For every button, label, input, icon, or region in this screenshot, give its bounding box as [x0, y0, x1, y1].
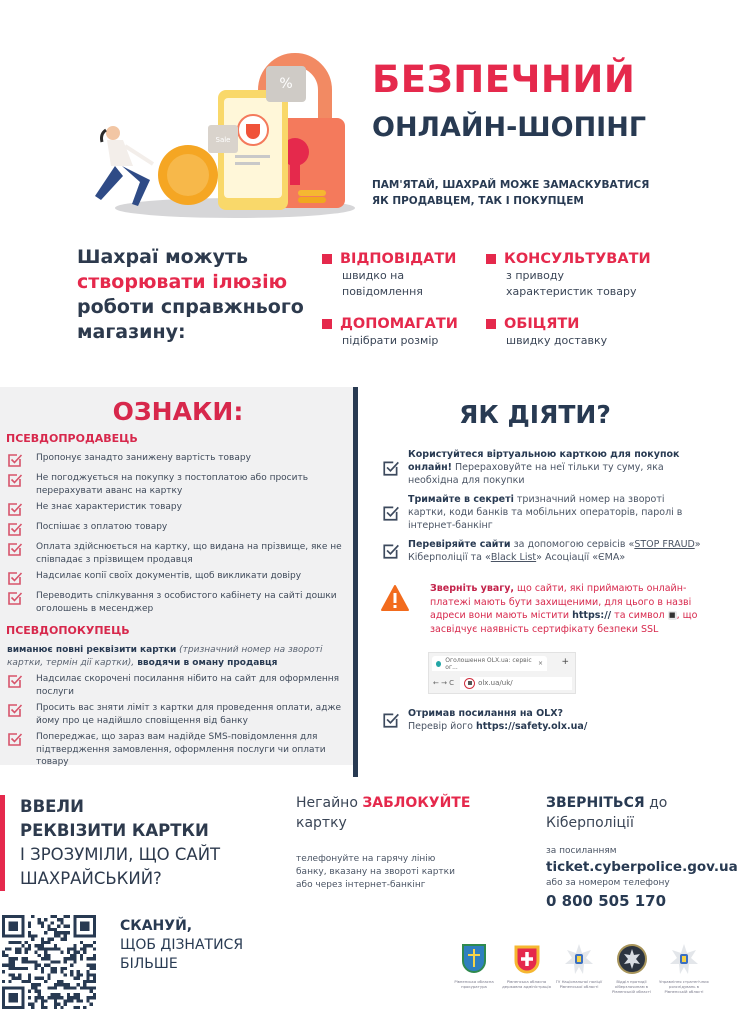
sign-item: Надсилає скорочені посилання нібито на сайт для оформлення послуги — [0, 673, 345, 698]
checkbox-check-icon — [7, 472, 23, 488]
svg-text:Sale: Sale — [215, 136, 231, 144]
checkbox-check-icon — [382, 459, 400, 477]
bullet-square-icon — [322, 254, 332, 264]
buyer-note: виманює повні реквізити картки (тризначний номер на звороті картки, термін дії картки), вводячи в оману продавця — [7, 645, 323, 668]
entered-card-details-heading: ВВЕЛИ РЕКВІЗИТИ КАРТКИ І ЗРОЗУМІЛИ, ЩО САЙТ ШАХРАЙСЬКИЙ? — [20, 797, 221, 888]
block-card-heading: Негайно ЗАБЛОКУЙТЕ картку — [296, 795, 471, 831]
nav-buttons-icon: ← → C — [433, 679, 455, 687]
police-star-icon — [669, 943, 699, 975]
tagline: ПАМ'ЯТАЙ, ШАХРАЙ МОЖЕ ЗАМАСКУВАТИСЯ ЯК ПРОДАВЦЕМ, ТАК І ПОКУПЦЕМ — [372, 179, 650, 207]
black-list-link[interactable]: Black List — [490, 552, 537, 563]
sign-item: Пропонує занадто занижену вартість товару — [0, 452, 345, 468]
logo-strategic-investigations: Управління стратегічних розслідувань в Рівненській області — [658, 943, 710, 994]
scan-prompt: СКАНУЙ, ЩОБ ДІЗНАТИСЯ БІЛЬШЕ — [120, 918, 244, 972]
sign-item: Не знає характеристик товару — [0, 501, 345, 517]
checkbox-check-icon — [382, 504, 400, 522]
actions-list — [382, 448, 702, 570]
title-main: БЕЗПЕЧНИЙ — [372, 58, 636, 101]
sign-item: Просить вас зняти ліміт з картки для проведення оплати, адже йому про це надійшло сповіщення від банку — [0, 702, 345, 727]
pseudo-seller-heading: ПСЕВДОПРОДАВЕЦЬ — [6, 432, 138, 445]
ssl-warning-text: Зверніть увагу, що сайти, які приймають онлайн-платежі мають бути захищеними, для цього в назві адреси вони мають містити https:// та символ ■, що засвідчує наявність сертифікату безпеки SSL — [430, 583, 698, 635]
checkbox-check-icon — [7, 590, 23, 606]
bullet-square-icon — [486, 254, 496, 264]
qr-code[interactable] — [2, 915, 96, 1009]
checkbox-check-icon — [7, 731, 23, 747]
hotline-phone[interactable]: 0 800 505 170 — [546, 892, 667, 910]
new-tab-icon: + — [561, 657, 569, 667]
bullet-square-icon — [322, 319, 332, 329]
checkbox-check-icon — [7, 673, 23, 689]
svg-text:%: % — [279, 76, 293, 92]
checkbox-check-icon — [7, 521, 23, 537]
region-coat-of-arms-icon — [512, 943, 542, 975]
shield-icon — [246, 124, 260, 139]
accent-bar — [0, 795, 5, 891]
signs-title: ОЗНАКИ: — [112, 397, 244, 426]
action-item-virtual-card: Користуйтеся віртуальною карткою для покупок онлайн! Перераховуйте на неї тільки ту суму, яка необхідна для покупки — [382, 448, 702, 487]
checkbox-check-icon — [7, 501, 23, 517]
checkbox-check-icon — [382, 711, 400, 729]
action-item-check-sites: Перевіряйте сайти за допомогою сервісів «STOP FRAUD» Кіберполіції та «Black List» Асоціації «ЄМА» — [382, 538, 702, 564]
logo-national-police: ГУ Національної поліції Рівненської області — [553, 943, 605, 994]
stop-fraud-link[interactable]: STOP FRAUD — [634, 539, 695, 550]
bullet-square-icon — [486, 319, 496, 329]
action-item-keep-secret: Тримайте в секреті тризначний номер на звороті картки, коди банків та мобільних операторів, паролі в інтернет-банкінг — [382, 493, 702, 532]
block-card-desc: телефонуйте на гарячу лінію банку, вказану на звороті картки або через інтернет-банкінг — [296, 854, 455, 890]
feature-consult: КОНСУЛЬТУВАТИ з приводу характеристик товару — [486, 250, 651, 300]
browser-example — [428, 652, 576, 694]
sign-item: Попереджає, що зараз вам надійде SMS-повідомлення для підтвердження замовлення, оформлення послуги чи оплати товару — [0, 731, 345, 769]
olx-safety-link[interactable]: https://safety.olx.ua/ — [475, 721, 588, 732]
prosecutor-emblem-icon — [459, 943, 489, 975]
feature-promise: ОБІЦЯТИ швидку доставку — [486, 315, 607, 349]
checkbox-check-icon — [7, 702, 23, 718]
feature-help: ДОПОМАГАТИ підібрати розмір — [322, 315, 458, 349]
logo-prosecutor: Рівненська обласна прокуратура — [448, 943, 500, 994]
olx-favicon-icon — [436, 661, 441, 667]
sign-item: Поспішає з оплатою товару — [0, 521, 345, 537]
pseudo-buyer-heading: ПСЕВДОПОКУПЕЦЬ — [6, 624, 130, 637]
checkbox-check-icon — [7, 541, 23, 557]
logo-regional-administration: Рівненська обласна державна адміністрація — [501, 943, 553, 994]
section-divider — [353, 387, 358, 777]
browser-tab: Оголошення OLX.ua: сервіс ог... × — [432, 656, 547, 671]
sign-item: Не погоджується на покупку з постоплатою або просить перерахувати аванс на картку — [0, 472, 345, 497]
sign-item: Оплата здійснюється на картку, що видана на прізвище, яке не співпадає з прізвищем продавця — [0, 541, 345, 566]
sign-item: Надсилає копії своїх документів, щоб викликати довіру — [0, 570, 345, 586]
cyberpolice-link[interactable]: ticket.cyberpolice.gov.ua — [546, 859, 738, 875]
logo-cyberpolice: Відділ протидії кіберзлочинам в Рівненській області — [606, 943, 658, 994]
lock-icon: ■ — [668, 611, 676, 619]
seller-signs-list — [0, 452, 345, 619]
feature-respond: ВІДПОВІДАТИ швидко на повідомлення — [322, 250, 456, 300]
title-sub: ОНЛАЙН-ШОПІНГ — [372, 112, 647, 143]
police-star-icon — [564, 943, 594, 975]
contact-cyberpolice-heading: ЗВЕРНІТЬСЯ до Кіберполіції — [546, 795, 668, 831]
tab-close-icon: × — [537, 660, 543, 667]
warning-icon — [380, 584, 410, 612]
buyer-signs-list — [0, 673, 345, 773]
sign-item: Переводить спілкування з особистого кабінету на сайті дошки оголошень в месенджер — [0, 590, 345, 615]
lock-highlight-icon — [464, 678, 475, 689]
hero-illustration — [70, 40, 330, 220]
olx-safety-note: Отримав посилання на OLX? Перевір його https://safety.olx.ua/ — [382, 707, 702, 733]
checkbox-check-icon — [7, 452, 23, 468]
checkbox-check-icon — [382, 542, 400, 560]
cyberpolice-badge-icon — [617, 943, 647, 975]
address-bar: olx.ua/uk/ — [460, 677, 572, 690]
contact-details: за посиланням ticket.cyberpolice.gov.ua або за номером телефону 0 800 505 170 — [546, 846, 738, 910]
intro-text: Шахраї можуть створювати ілюзію роботи справжнього магазину: — [77, 246, 304, 343]
partner-logos — [448, 943, 710, 994]
actions-title: ЯК ДІЯТИ? — [459, 400, 611, 429]
checkbox-check-icon — [7, 570, 23, 586]
